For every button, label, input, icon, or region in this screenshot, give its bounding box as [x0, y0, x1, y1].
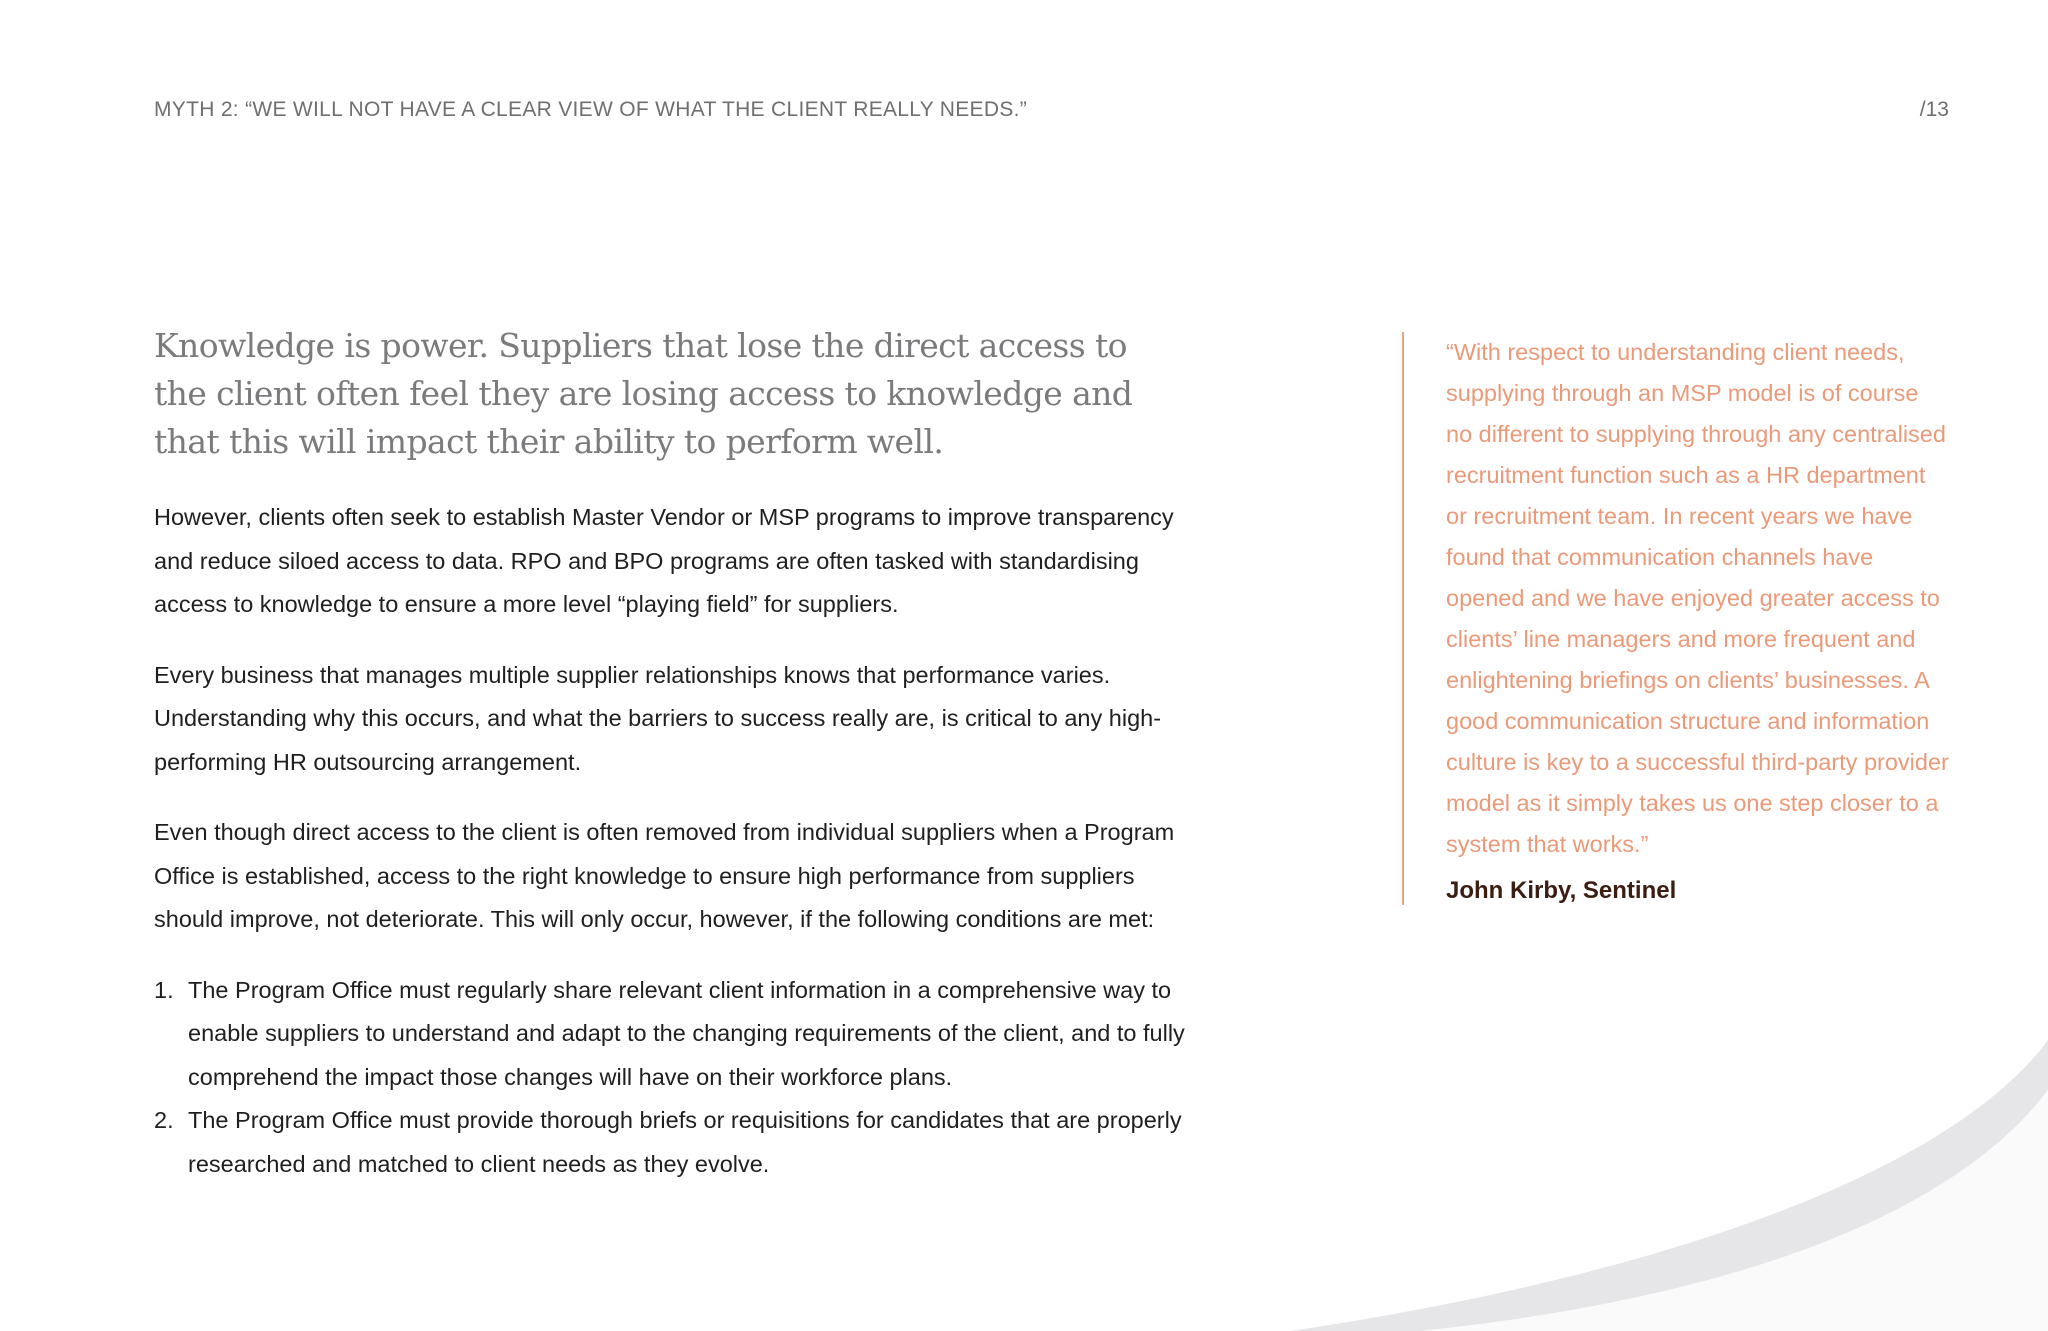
pull-quote	[1402, 332, 1991, 905]
list-item	[154, 1099, 1194, 1186]
list-item-text: The Program Office must regularly share relevant client information in a comprehensive way to enable suppliers to understand and adapt to the changing requirements of the client, and to fully comprehend the impact those changes will have on their workforce plans.	[188, 976, 1185, 1090]
section-header: MYTH 2: “WE WILL NOT HAVE A CLEAR VIEW OF WHAT THE CLIENT REALLY NEEDS.”	[154, 98, 1028, 121]
quote-attribution: John Kirby, Sentinel	[1446, 877, 1677, 904]
main-content	[154, 322, 1194, 1186]
list-item-number: 1.	[154, 976, 174, 1003]
list-item-text: The Program Office must provide thorough briefs or requisitions for candidates that are properly researched and matched to client needs as they evolve.	[188, 1107, 1182, 1177]
body-paragraph: However, clients often seek to establish Master Vendor or MSP programs to improve transparency and reduce siloed access to data. RPO and BPO programs are often tasked with standardising access to knowledge to ensure a more level “playing field” for suppliers.	[154, 504, 1174, 617]
quote-text: “With respect to understanding client needs, supplying through an MSP model is of course no different to supplying through any centralised recruitment function such as a HR department or recruitment team. In recent years we have found that communication channels have opened and we have enjoyed greater access to clients’ line managers and more frequent and enlightening briefings on clients’ businesses. A good communication structure and information culture is key to a successful third-party provider model as it simply takes us one step closer to a system that works.”	[1446, 339, 1949, 857]
page-number: /13	[1919, 98, 1949, 121]
list-item	[154, 969, 1194, 1100]
conditions-list	[154, 969, 1194, 1187]
body-paragraph: Even though direct access to the client is often removed from individual suppliers when a Program Office is established, access to the right knowledge to ensure high performance from suppliers should improve, not deteriorate. This will only occur, however, if the following conditions are met:	[154, 819, 1175, 932]
lead-statement: Knowledge is power. Suppliers that lose the direct access to the client often feel they are losing access to knowledge and that this will impact their ability to perform well.	[154, 326, 1133, 461]
list-item-number: 2.	[154, 1107, 174, 1133]
body-paragraph: Every business that manages multiple supplier relationships knows that performance varies. Understanding why this occurs, and what the barriers to success really are, is critical to any high-performing HR outsourcing arrangement.	[154, 661, 1162, 775]
